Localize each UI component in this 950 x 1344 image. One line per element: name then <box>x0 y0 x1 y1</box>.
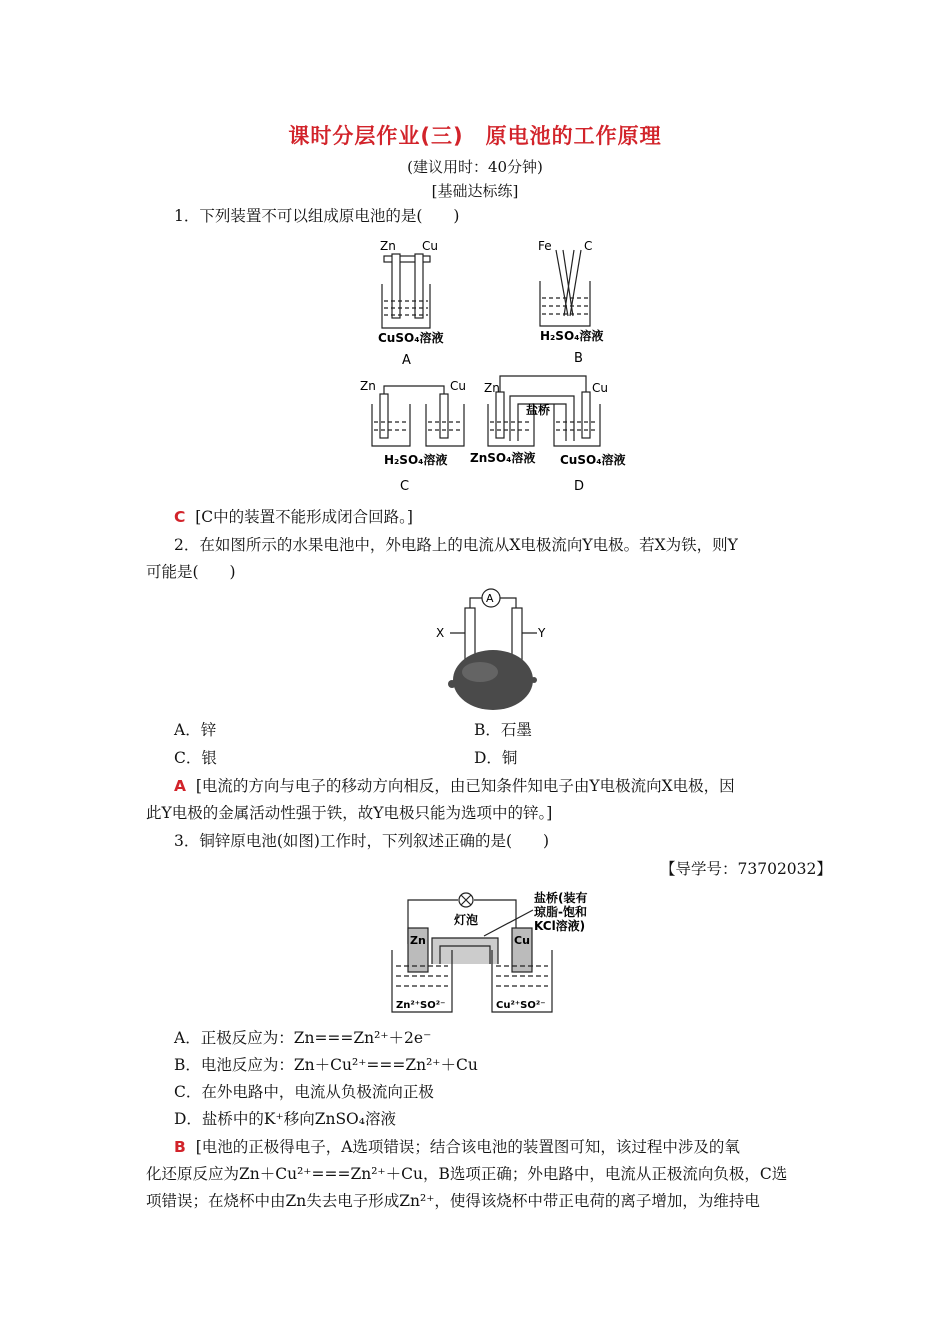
q3-option-d: D．盐桥中的K⁺移向ZnSO₄溶液 <box>174 1110 396 1128</box>
q3-stem: 3．铜锌原电池(如图)工作时，下列叙述正确的是( ) <box>174 832 550 850</box>
q2-option-d: D．铜 <box>474 749 518 767</box>
lemon-image <box>453 650 533 710</box>
q2-explain-1: [电流的方向与电子的移动方向相反，由已知条件知电子由Y电极流向X电极，因 <box>195 777 735 795</box>
q2-stem-1: 2．在如图所示的水果电池中，外电路上的电流从X电极流向Y电极。若X为铁，则Y <box>174 536 738 554</box>
d-solution2-label: CuSO₄溶液 <box>560 453 626 467</box>
a-caption: A <box>402 353 411 368</box>
bridge-label-1: 盐桥(装有 <box>534 891 588 905</box>
y-electrode-label: Y <box>538 626 546 640</box>
b-solution-label: H₂SO₄溶液 <box>540 329 604 343</box>
q1-answer-line <box>174 506 413 528</box>
q2-option-c: C．银 <box>174 749 217 767</box>
q1-explain: [C中的装置不能形成闭合回路。] <box>195 508 413 526</box>
a-zn-label: Zn <box>380 239 396 253</box>
q2-figure <box>430 588 550 714</box>
lamp-label: 灯泡 <box>454 913 479 927</box>
c-cu-label: Cu <box>450 379 466 393</box>
q2-option-a: A．锌 <box>174 721 217 739</box>
d-zn-label: Zn <box>484 381 500 395</box>
cu-ions-label: Cu²⁺SO²⁻ <box>496 1000 546 1011</box>
d-caption: D <box>574 479 585 494</box>
d-bridge-label: 盐桥 <box>526 403 551 417</box>
c-zn-label: Zn <box>360 379 376 393</box>
q3-guide-number: 【导学号：73702032】 <box>660 860 832 878</box>
bridge-label-3: KCl溶液) <box>534 919 586 933</box>
apparatus-b <box>540 250 590 326</box>
c-solution-label: H₂SO₄溶液 <box>384 453 448 467</box>
a-cu-label: Cu <box>422 239 438 253</box>
q3-option-a: A．正极反应为：Zn===Zn²⁺＋2e⁻ <box>174 1029 432 1047</box>
page-title: 课时分层作业(三) 原电池的工作原理 <box>288 124 662 148</box>
x-electrode-label: X <box>436 626 445 640</box>
q3-explain-3: 项错误；在烧杯中由Zn失去电子形成Zn²⁺，使得该烧杯中带正电荷的离子增加，为维持电 <box>146 1192 760 1210</box>
q3-explain-2: 化还原反应为Zn＋Cu²⁺===Zn²⁺＋Cu，B选项正确；外电路中，电流从正极流向负极，C选 <box>146 1165 788 1183</box>
q1-figure <box>360 236 640 494</box>
q3-explain-1: [电池的正极得电子，A选项错误；结合该电池的装置图可知，该过程中涉及的氧 <box>195 1138 740 1156</box>
q2-answer-line <box>174 775 735 797</box>
q3-answer-line <box>174 1136 740 1158</box>
q3-figure <box>388 884 608 1020</box>
cu-electrode-label: Cu <box>514 934 530 947</box>
b-fe-label: Fe <box>538 239 552 253</box>
q2-answer: A <box>174 777 186 795</box>
zn-electrode-label: Zn <box>410 934 426 947</box>
ammeter-label: A <box>486 592 494 605</box>
q1-answer: C <box>174 508 186 526</box>
time-hint: (建议用时：40分钟) <box>407 158 543 176</box>
b-caption: B <box>574 351 583 366</box>
a-solution-label: CuSO₄溶液 <box>378 331 444 345</box>
zn-ions-label: Zn²⁺SO²⁻ <box>396 1000 446 1011</box>
d-cu-label: Cu <box>592 381 608 395</box>
q3-option-b: B．电池反应为：Zn＋Cu²⁺===Zn²⁺＋Cu <box>174 1056 478 1074</box>
q3-answer: B <box>174 1138 186 1156</box>
q2-option-b: B．石墨 <box>474 721 532 739</box>
bridge-label-2: 琼脂-饱和 <box>534 905 587 919</box>
apparatus-a <box>382 254 430 328</box>
q2-stem-2: 可能是( ) <box>146 563 236 581</box>
c-caption: C <box>400 479 410 494</box>
section-heading: [基础达标练] <box>431 182 519 200</box>
b-c-label: C <box>584 239 593 253</box>
q2-explain-2: 此Y电极的金属活动性强于铁，故Y电极只能为选项中的锌。] <box>146 804 553 822</box>
q1-stem: 1．下列装置不可以组成原电池的是( ) <box>174 207 460 225</box>
d-solution1-label: ZnSO₄溶液 <box>470 451 536 465</box>
apparatus-c <box>372 386 464 446</box>
q3-option-c: C．在外电路中，电流从负极流向正极 <box>174 1083 434 1101</box>
